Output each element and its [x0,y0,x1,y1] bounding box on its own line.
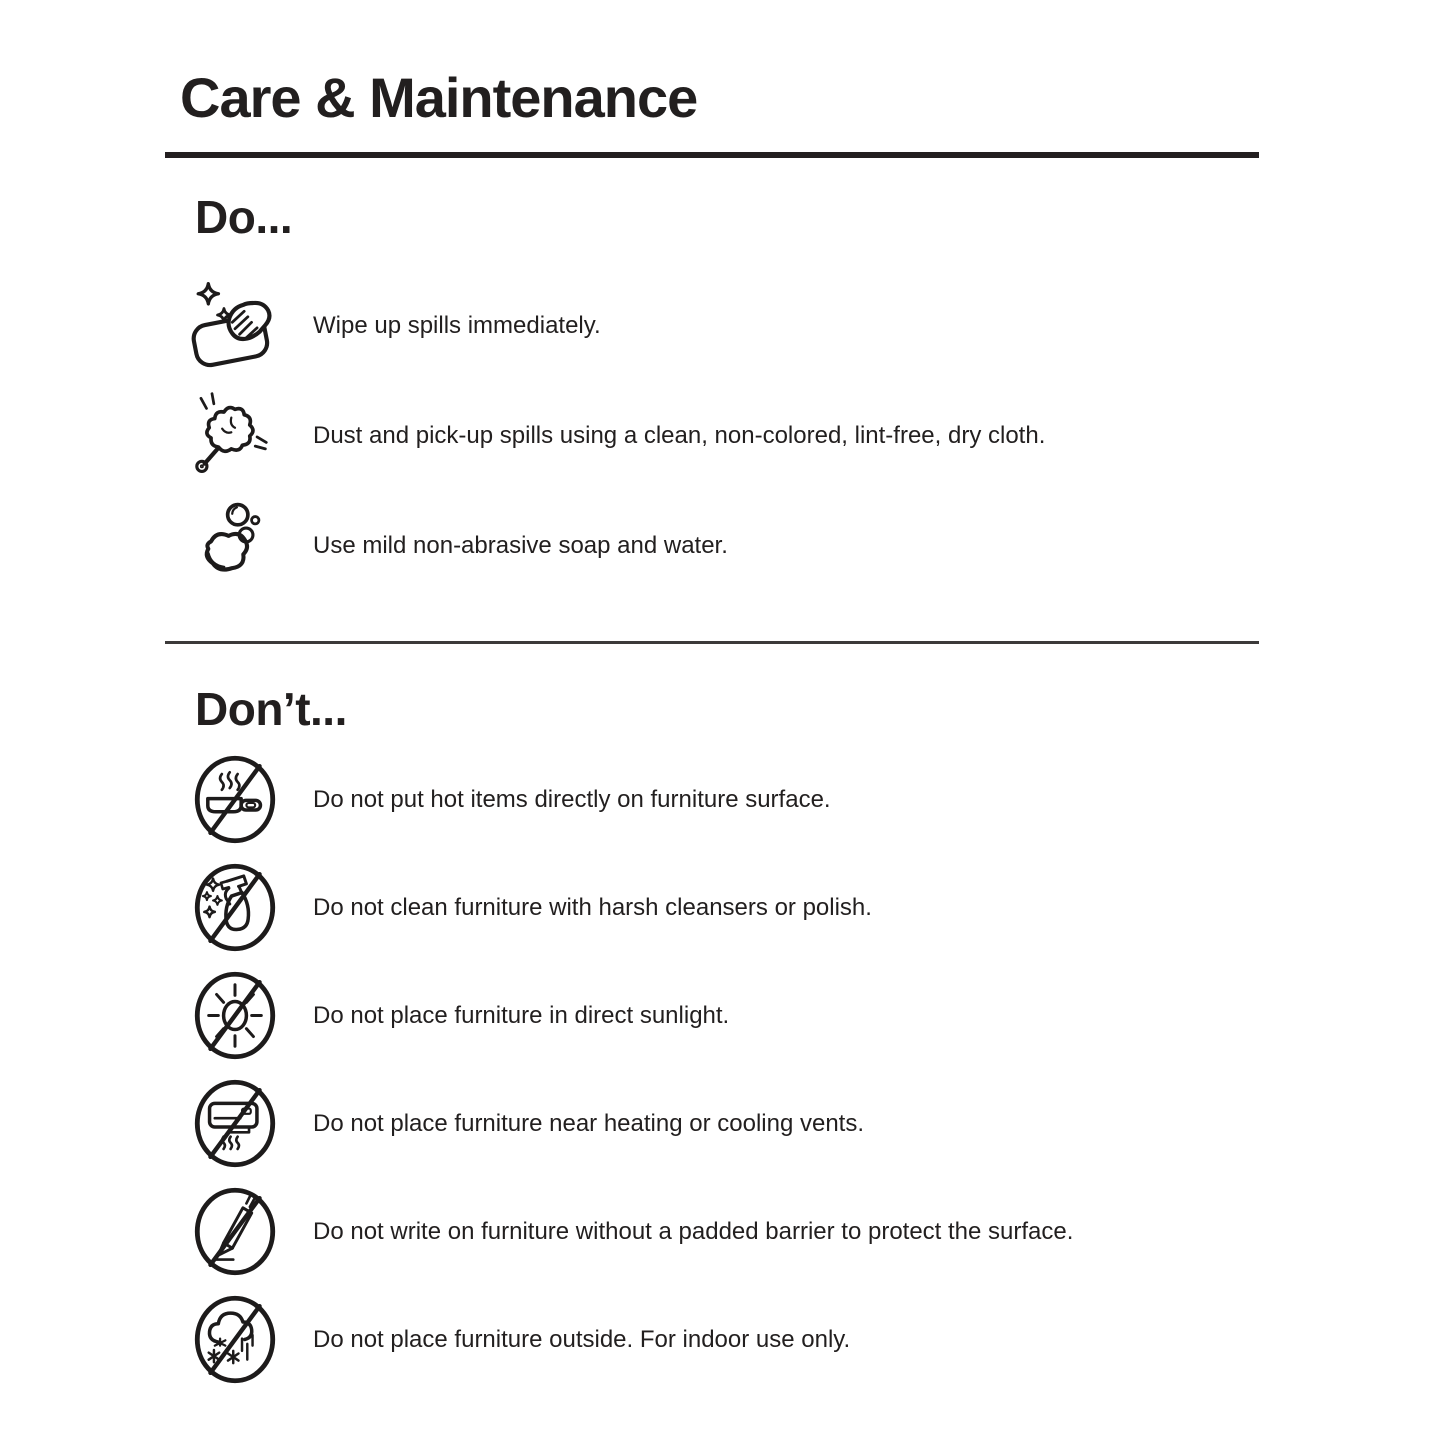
page-title: Care & Maintenance [180,66,698,129]
dont-heading: Don’t... [195,683,347,736]
no-writing-icon [187,1185,283,1278]
feather-duster-icon [187,390,283,482]
wipe-hand-icon [187,280,283,372]
section-divider [165,641,1259,644]
no-hot-items-icon [187,753,283,846]
dont-item-text: Do not place furniture outside. For indoor use only. [313,1325,851,1353]
title-divider [165,152,1259,158]
no-direct-sunlight-icon [187,969,283,1062]
dont-item-cleansers [187,854,1259,962]
dont-item-hot [187,746,1259,854]
do-item-text: Dust and pick-up spills using a clean, non-colored, lint-free, dry cloth. [313,422,1046,450]
dont-item-text: Do not place furniture in direct sunlight. [313,1001,730,1029]
dont-item-writing [187,1178,1259,1286]
dont-item-vents [187,1070,1259,1178]
dont-item-text: Do not clean furniture with harsh cleansers or polish. [313,893,872,921]
dont-item-text: Do not place furniture near heating or cooling vents. [313,1109,865,1137]
do-item-text: Wipe up spills immediately. [313,312,601,340]
dont-item-text: Do not write on furniture without a padded barrier to protect the surface. [313,1217,1074,1245]
no-harsh-cleansers-icon [187,861,283,954]
dont-item-text: Do not put hot items directly on furniture surface. [313,785,831,813]
dont-section [165,683,1259,1394]
do-section [165,191,1259,601]
do-item-text: Use mild non-abrasive soap and water. [313,532,728,560]
no-heating-cooling-vents-icon [187,1077,283,1170]
dont-item-sunlight [187,962,1259,1070]
do-item-wipe [187,271,1259,381]
dont-item-outdoor [187,1286,1259,1394]
no-outdoor-use-icon [187,1293,283,1386]
do-item-soap [187,491,1259,601]
soap-bubbles-icon [187,500,283,592]
do-item-dust [187,381,1259,491]
do-heading: Do... [195,191,293,244]
